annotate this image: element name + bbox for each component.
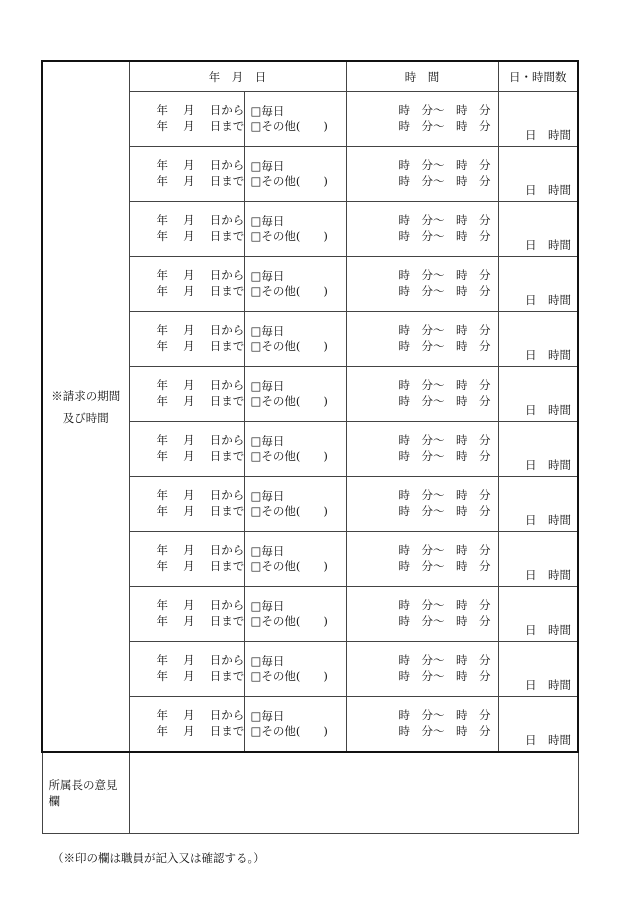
time-line-1: 時 分～ 時 分 [398,488,491,502]
time-line-1: 時 分～ 時 分 [398,653,491,667]
date-from-text: 年 月 日から [156,268,245,282]
frequency-cell[interactable] [244,202,346,257]
date-from-text: 年 月 日から [156,103,245,117]
every-day-checkbox[interactable]: □毎日 [250,544,285,558]
date-to-text: 年 月 日まで [156,669,245,683]
date-to-text: 年 月 日まで [156,724,245,738]
every-day-checkbox[interactable]: □毎日 [250,104,285,118]
date-range-cell[interactable] [129,92,244,147]
frequency-cell[interactable] [244,642,346,697]
date-from-text: 年 月 日から [156,433,245,447]
day-hour-count-text: 日 時間 [525,403,571,417]
day-hour-count-cell[interactable] [498,642,578,697]
frequency-cell[interactable] [244,422,346,477]
day-hour-count-text: 日 時間 [525,733,571,747]
date-from-text: 年 月 日から [156,158,245,172]
frequency-cell[interactable] [244,587,346,642]
every-day-checkbox[interactable]: □毎日 [250,379,285,393]
day-hour-count-text: 日 時間 [525,458,571,472]
time-range-cell[interactable] [346,422,498,477]
date-range-cell[interactable] [129,587,244,642]
date-to-text: 年 月 日まで [156,339,245,353]
time-range-cell[interactable] [346,697,498,753]
date-range-cell[interactable] [129,422,244,477]
opinion-label: 所属長の意見欄 [48,778,118,808]
day-hour-count-text: 日 時間 [525,678,571,692]
other-checkbox[interactable]: □その他( ) [250,449,328,463]
day-hour-count-cell[interactable] [498,587,578,642]
time-line-2: 時 分～ 時 分 [398,669,491,683]
day-hour-count-cell[interactable] [498,92,578,147]
opinion-input-area[interactable] [129,752,578,834]
day-hour-count-text: 日 時間 [525,183,571,197]
time-line-2: 時 分～ 時 分 [398,174,491,188]
other-checkbox[interactable]: □その他( ) [250,669,328,683]
other-checkbox[interactable]: □その他( ) [250,614,328,628]
time-line-2: 時 分～ 時 分 [398,724,491,738]
date-column-header: 年 月 日 [129,61,346,92]
day-hour-count-cell[interactable] [498,257,578,312]
time-range-cell[interactable] [346,367,498,422]
time-range-cell[interactable] [346,477,498,532]
time-range-cell[interactable] [346,642,498,697]
every-day-checkbox[interactable]: □毎日 [250,489,285,503]
day-hour-count-text: 日 時間 [525,128,571,142]
date-to-text: 年 月 日まで [156,174,245,188]
time-line-1: 時 分～ 時 分 [398,103,491,117]
date-from-text: 年 月 日から [156,543,245,557]
date-to-text: 年 月 日まで [156,284,245,298]
date-range-cell[interactable] [129,257,244,312]
time-range-cell[interactable] [346,587,498,642]
day-hour-count-text: 日 時間 [525,238,571,252]
frequency-cell[interactable] [244,147,346,202]
time-range-cell[interactable] [346,92,498,147]
frequency-cell[interactable] [244,312,346,367]
date-from-text: 年 月 日から [156,323,245,337]
date-from-text: 年 月 日から [156,488,245,502]
date-from-text: 年 月 日から [156,378,245,392]
time-line-2: 時 分～ 時 分 [398,559,491,573]
date-range-cell[interactable] [129,312,244,367]
every-day-checkbox[interactable]: □毎日 [250,214,285,228]
time-column-header: 時 間 [346,61,498,92]
day-hour-count-text: 日 時間 [525,623,571,637]
other-checkbox[interactable]: □その他( ) [250,339,328,353]
every-day-checkbox[interactable]: □毎日 [250,709,285,723]
date-range-cell[interactable] [129,697,244,753]
date-range-cell[interactable] [129,367,244,422]
date-range-cell[interactable] [129,202,244,257]
day-hour-count-text: 日 時間 [525,513,571,527]
time-line-2: 時 分～ 時 分 [398,614,491,628]
count-column-header: 日・時間数 [498,61,578,92]
date-to-text: 年 月 日まで [156,449,245,463]
time-line-1: 時 分～ 時 分 [398,378,491,392]
time-line-2: 時 分～ 時 分 [398,449,491,463]
day-hour-count-cell[interactable] [498,367,578,422]
time-range-cell[interactable] [346,202,498,257]
date-from-text: 年 月 日から [156,653,245,667]
time-line-2: 時 分～ 時 分 [398,284,491,298]
every-day-checkbox[interactable]: □毎日 [250,269,285,283]
date-range-cell[interactable] [129,532,244,587]
every-day-checkbox[interactable]: □毎日 [250,159,285,173]
day-hour-count-cell[interactable] [498,312,578,367]
time-line-2: 時 分～ 時 分 [398,504,491,518]
other-checkbox[interactable]: □その他( ) [250,174,328,188]
time-line-2: 時 分～ 時 分 [398,339,491,353]
date-range-cell[interactable] [129,477,244,532]
other-checkbox[interactable]: □その他( ) [250,119,328,133]
footnote: （※印の欄は職員が記入又は確認する。） [52,851,265,865]
opinion-label-cell [42,752,129,834]
date-range-cell[interactable] [129,642,244,697]
other-checkbox[interactable]: □その他( ) [250,504,328,518]
date-from-text: 年 月 日から [156,598,245,612]
day-hour-count-text: 日 時間 [525,348,571,362]
time-line-1: 時 分～ 時 分 [398,598,491,612]
other-checkbox[interactable]: □その他( ) [250,394,328,408]
date-to-text: 年 月 日まで [156,614,245,628]
time-line-2: 時 分～ 時 分 [398,394,491,408]
every-day-checkbox[interactable]: □毎日 [250,324,285,338]
date-to-text: 年 月 日まで [156,394,245,408]
frequency-cell[interactable] [244,92,346,147]
time-range-cell[interactable] [346,312,498,367]
other-checkbox[interactable]: □その他( ) [250,559,328,573]
every-day-checkbox[interactable]: □毎日 [250,654,285,668]
time-line-1: 時 分～ 時 分 [398,213,491,227]
time-range-cell[interactable] [346,532,498,587]
time-line-1: 時 分～ 時 分 [398,268,491,282]
date-range-cell[interactable] [129,147,244,202]
date-to-text: 年 月 日まで [156,559,245,573]
time-line-1: 時 分～ 時 分 [398,433,491,447]
date-to-text: 年 月 日まで [156,504,245,518]
period-label-line1: ※請求の期間 [51,388,121,403]
time-line-1: 時 分～ 時 分 [398,543,491,557]
time-line-2: 時 分～ 時 分 [398,229,491,243]
day-hour-count-cell[interactable] [498,477,578,532]
other-checkbox[interactable]: □その他( ) [250,229,328,243]
request-form-table [41,60,579,834]
every-day-checkbox[interactable]: □毎日 [250,599,285,613]
frequency-cell[interactable] [244,257,346,312]
date-to-text: 年 月 日まで [156,229,245,243]
time-line-1: 時 分～ 時 分 [398,323,491,337]
other-checkbox[interactable]: □その他( ) [250,284,328,298]
time-line-2: 時 分～ 時 分 [398,119,491,133]
time-range-cell[interactable] [346,257,498,312]
period-label-cell [42,61,129,752]
time-line-1: 時 分～ 時 分 [398,158,491,172]
day-hour-count-cell[interactable] [498,532,578,587]
every-day-checkbox[interactable]: □毎日 [250,434,285,448]
period-label-line2: 及び時間 [62,410,109,425]
frequency-cell[interactable] [244,477,346,532]
day-hour-count-cell[interactable] [498,202,578,257]
date-to-text: 年 月 日まで [156,119,245,133]
day-hour-count-cell[interactable] [498,697,578,753]
day-hour-count-cell[interactable] [498,422,578,477]
date-from-text: 年 月 日から [156,213,245,227]
day-hour-count-cell[interactable] [498,147,578,202]
frequency-cell[interactable] [244,697,346,753]
date-from-text: 年 月 日から [156,708,245,722]
day-hour-count-text: 日 時間 [525,568,571,582]
frequency-cell[interactable] [244,367,346,422]
frequency-cell[interactable] [244,532,346,587]
day-hour-count-text: 日 時間 [525,293,571,307]
other-checkbox[interactable]: □その他( ) [250,724,328,738]
time-line-1: 時 分～ 時 分 [398,708,491,722]
time-range-cell[interactable] [346,147,498,202]
